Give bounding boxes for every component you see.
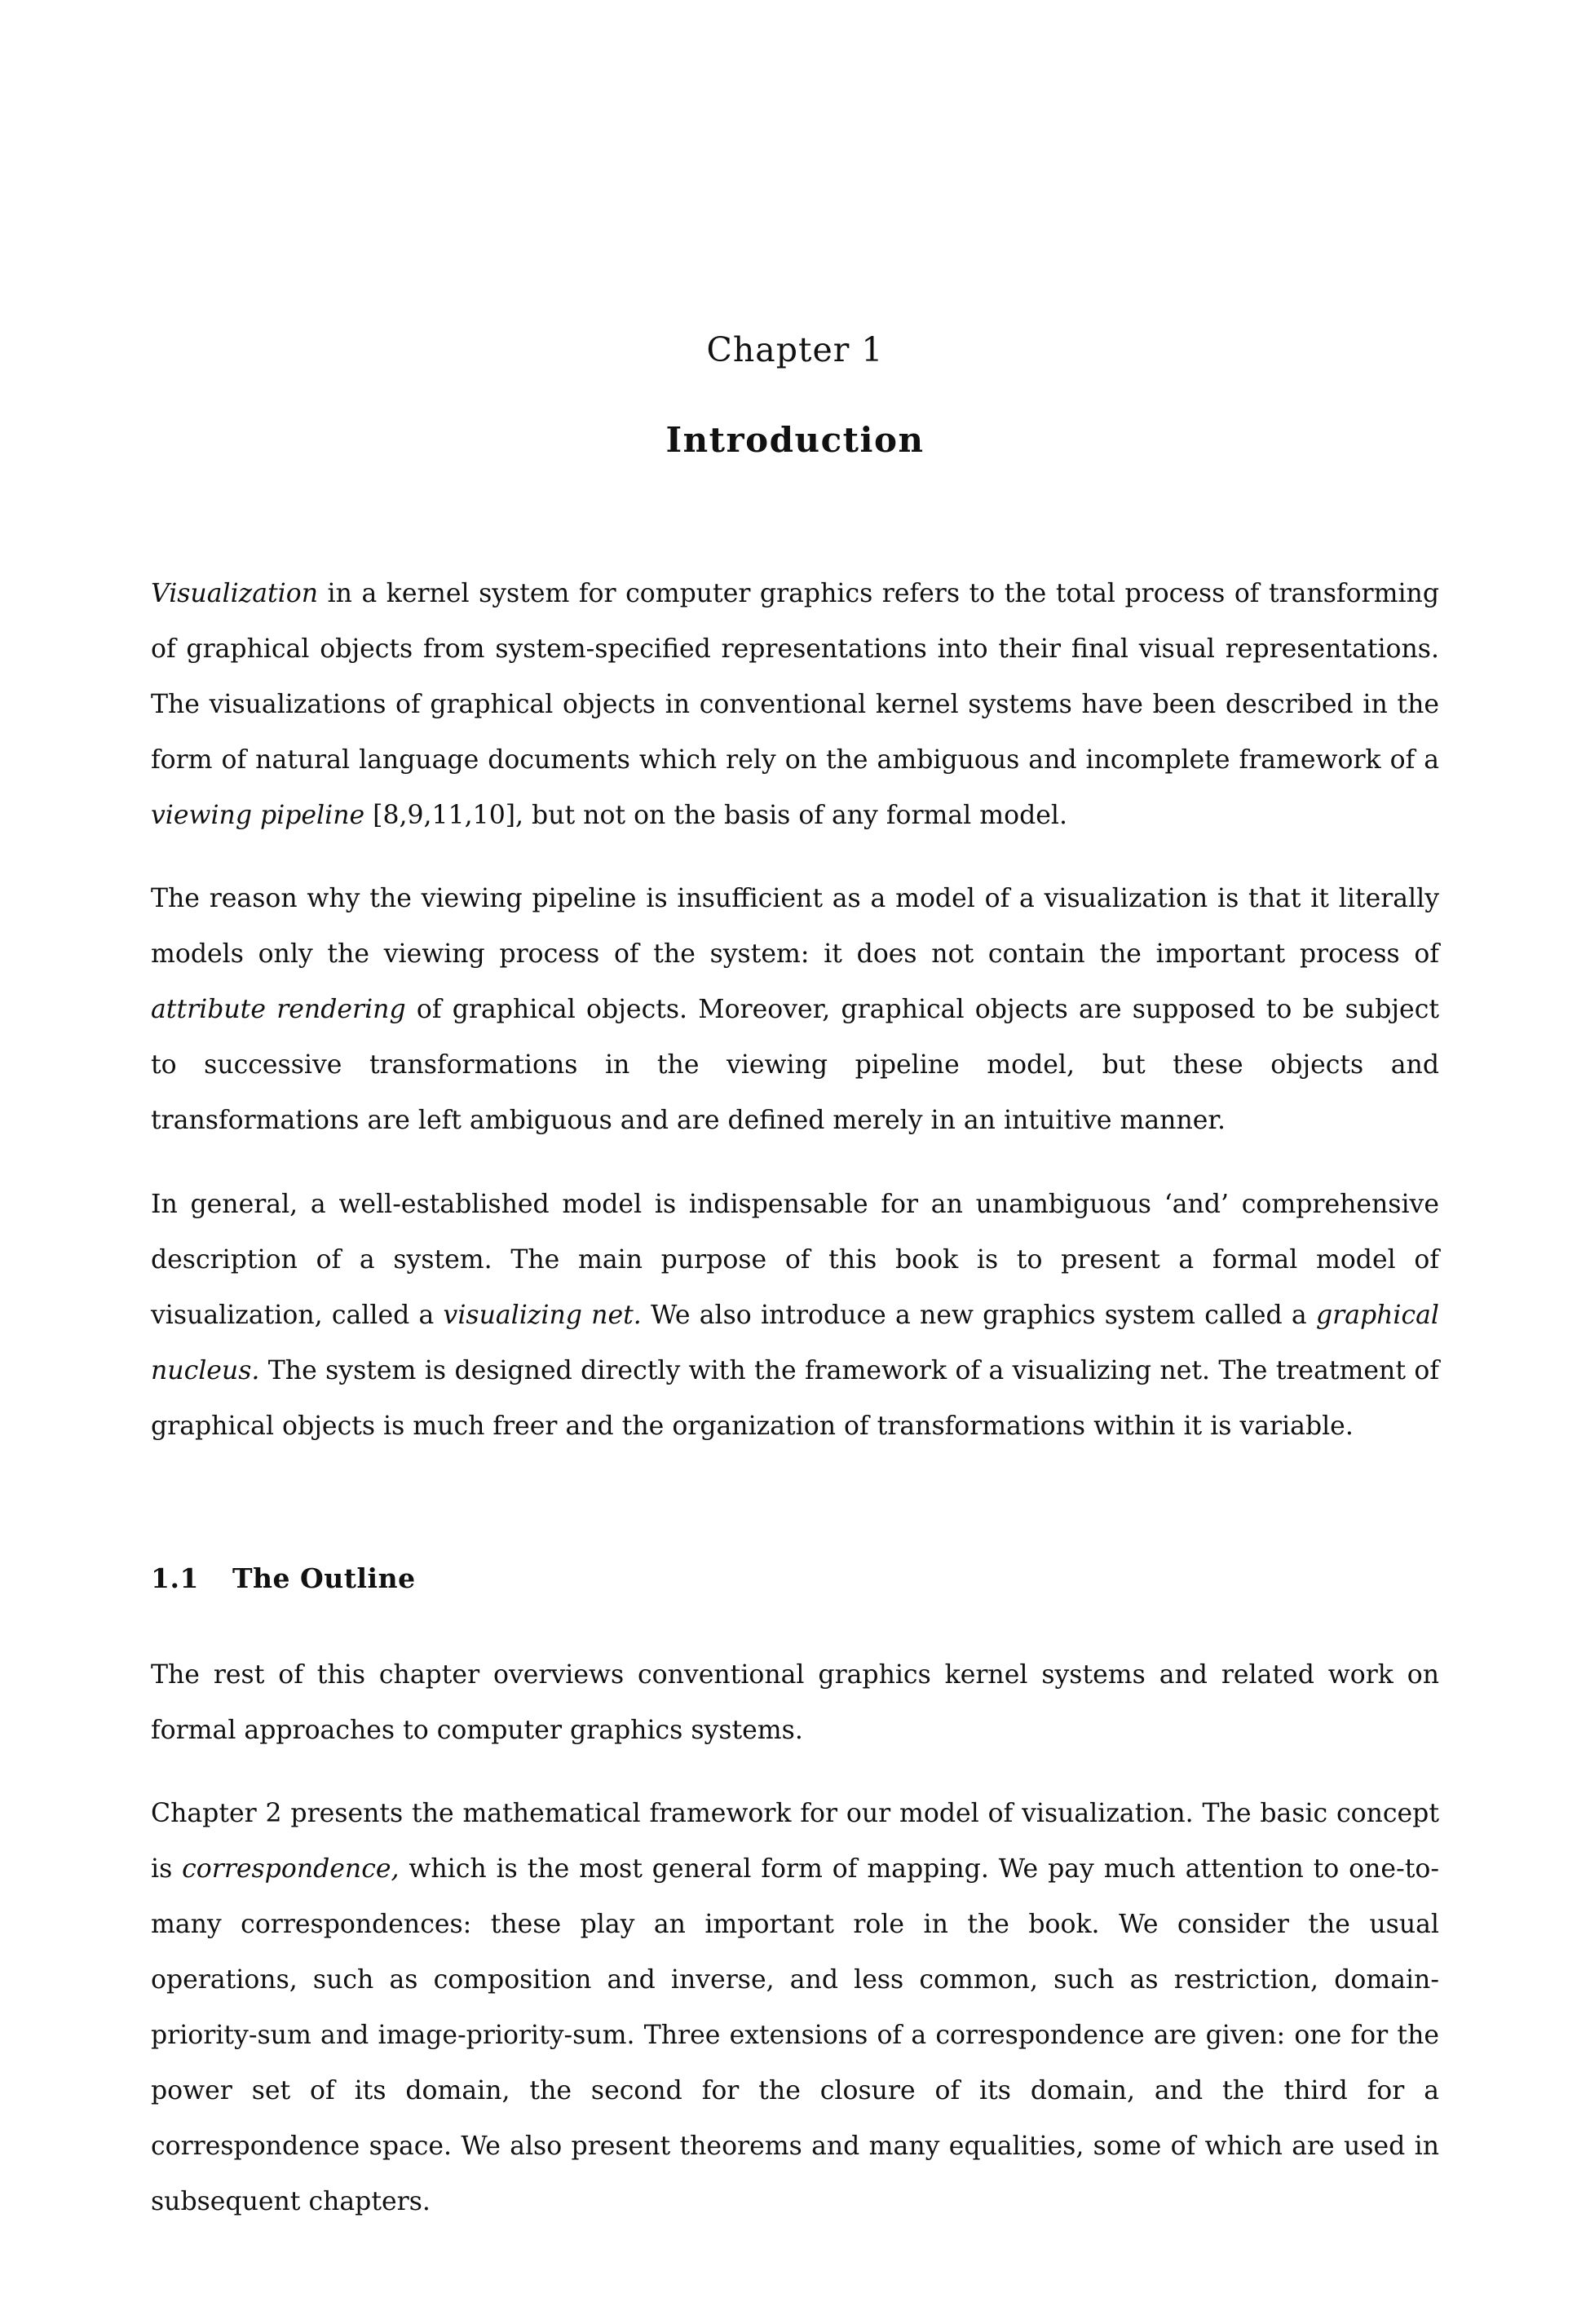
paragraph-text: in a kernel system for computer graphics refers to the total process of transforming of graphical objects from system-specified representations into their final visual representations. The visualizations of graphical objects in conventional kernel systems have been described in the form of natural language documents which rely on the ambiguous and incomplete framework of a (151, 579, 1439, 775)
paragraph-outline-intro (151, 1647, 1439, 1758)
section-heading (151, 1562, 416, 1594)
paragraph-purpose (151, 1177, 1439, 1454)
emphasis-term: visualizing net. (443, 1301, 642, 1330)
section-number: 1.1 (151, 1562, 199, 1594)
paragraph-text: which is the most general form of mapping. We pay much attention to one-to-many correspondences: these play an important role in the book. We consider the usual operations, such as composition and inverse, and less common, such as restriction, domain-priority-sum and image-priority-sum. Three extensions of a correspondence are given: one for the power set of its domain, the second for the closure of its domain, and the third for a correspondence space. We also present theorems and many equalities, some of which are used in subsequent chapters. (151, 1854, 1439, 2216)
emphasis-term: graphical nucleus. (151, 1301, 1439, 1385)
paragraph-text: The system is designed directly with the framework of a visualizing net. The treatment of graphical objects is much freer and the organization of transformations within it is variable. (151, 1356, 1439, 1441)
paragraph-text: of graphical objects. Moreover, graphical objects are supposed to be subject to successive transformations in the viewing pipeline model, but these objects and transformations are left ambiguous and are defined merely in an intuitive manner. (151, 995, 1440, 1135)
paragraph-text: Chapter 2 presents the mathematical framework for our model of visualization. The basic concept is (151, 1799, 1439, 1884)
paragraph-text: We also introduce a new graphics system called a (641, 1301, 1316, 1330)
emphasis-term: Visualization (151, 579, 319, 608)
paragraph-chapter-2-summary (151, 1786, 1439, 2229)
paragraph-text: [8,9,11,10], but not on the basis of any formal model. (364, 801, 1067, 830)
emphasis-term: attribute rendering (151, 995, 406, 1024)
paragraph-visualization-definition (151, 566, 1439, 843)
section-title: The Outline (232, 1562, 416, 1594)
chapter-number: Chapter 1 (706, 330, 884, 369)
emphasis-term: correspondence, (182, 1854, 400, 1884)
emphasis-term: viewing pipeline (151, 801, 365, 830)
paragraph-text: The rest of this chapter overviews conventional graphics kernel systems and related work on formal approaches to computer graphics systems. (151, 1660, 1439, 1745)
chapter-title: Introduction (665, 420, 925, 460)
paragraph-viewing-pipeline (151, 871, 1439, 1148)
paragraph-text: In general, a well-established model is indispensable for an unambiguous ‘and’ comprehensive description of a system. The main purpose of this book is to present a formal model of visualization, called a (151, 1190, 1439, 1330)
paragraph-text: The reason why the viewing pipeline is insufficient as a model of a visualization is that it literally models only the viewing process of the system: it does not contain the important process of (151, 884, 1439, 969)
